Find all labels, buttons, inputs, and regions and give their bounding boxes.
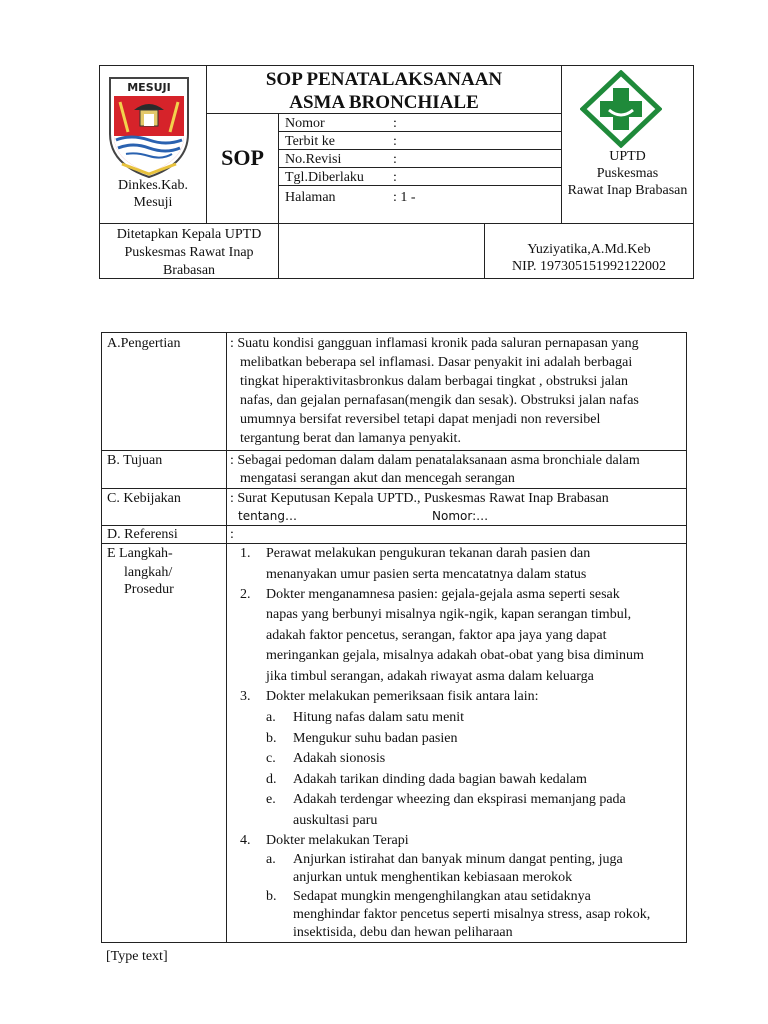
- meta-row-halaman: [285, 189, 416, 206]
- meta-value: :: [393, 152, 397, 167]
- label-kebijakan: C. Kebijakan: [107, 491, 181, 506]
- meta-value: :: [393, 170, 397, 185]
- label-langkah-1: E Langkah-: [107, 546, 173, 561]
- logo-left-caption-2: Mesuji: [133, 195, 173, 210]
- step-line: Perawat melakukan pengukuran tekanan darah pasien dan: [266, 546, 591, 561]
- approval-left-1: Ditetapkan Kepala UPTD: [116, 227, 262, 242]
- meta-row-terbit: [285, 133, 397, 150]
- substep-letter: b.: [266, 889, 277, 904]
- approval-left-3: Brabasan: [162, 263, 216, 278]
- substep-line: Adakah tarikan dinding dada bagian bawah kedalam: [293, 772, 587, 787]
- meta-row-tgl: [285, 169, 397, 186]
- pengertian-line: : Suatu kondisi gangguan inflamasi kronik pada saluran pernapasan yang: [230, 336, 639, 351]
- logo-left-caption-1: Dinkes.Kab.: [118, 178, 188, 193]
- pengertian-line: nafas, dan gejalan pernafasan(mengik dan sesak). Obstruksi jalan nafas: [240, 393, 639, 408]
- step-number: 1.: [240, 546, 251, 561]
- substep-line: insektisida, debu dan hewan peliharaan: [293, 925, 513, 940]
- puskesmas-logo: [580, 70, 662, 148]
- step-number: 2.: [240, 587, 251, 602]
- meta-value: :: [393, 116, 397, 131]
- substep-line: auskultasi paru: [293, 813, 378, 828]
- substep-line: Hitung nafas dalam satu menit: [293, 710, 465, 725]
- title-line-2: ASMA BRONCHIALE: [289, 92, 479, 113]
- label-referensi: D. Referensi: [107, 527, 178, 542]
- sop-label: SOP: [221, 145, 264, 170]
- pengertian-line: tergantung berat dan lamanya penyakit.: [240, 431, 461, 446]
- logo-right-caption-2: Puskesmas: [596, 166, 659, 181]
- meta-label: Halaman: [285, 190, 336, 205]
- substep-letter: e.: [266, 792, 276, 807]
- logo-right-caption-1: UPTD: [609, 149, 646, 164]
- label-langkah-2: langkah/: [124, 565, 173, 580]
- substep-letter: a.: [266, 710, 276, 725]
- substep-line: anjurkan untuk menghentikan kebiasaan merokok: [293, 870, 573, 885]
- step-number: 4.: [240, 833, 251, 848]
- approval-signer-nip: NIP. 197305151992122002: [511, 259, 666, 274]
- meta-label: Terbit ke: [285, 134, 335, 149]
- pengertian-line: umumnya bersifat reversibel tetapi dapat menjadi non reversibel: [240, 412, 601, 427]
- step-line: menanyakan umur pasien serta mencatatnya dalam status: [266, 567, 587, 582]
- substep-letter: d.: [266, 772, 277, 787]
- label-langkah-3: Prosedur: [124, 582, 174, 597]
- substep-letter: b.: [266, 731, 277, 746]
- meta-value: :: [393, 134, 397, 149]
- step-line: napas yang berbunyi misalnya ngik-ngik, kapan serangan timbul,: [266, 607, 632, 622]
- meta-value: : 1 -: [393, 190, 416, 205]
- step-line: meringankan gejala, misalnya adakah obat-obat yang bisa diminum: [266, 648, 644, 663]
- step-line: Dokter melakukan pemeriksaan fisik antara lain:: [266, 689, 539, 704]
- approval-signer-name: Yuziyatika,A.Md.Keb: [527, 242, 651, 257]
- label-pengertian: A.Pengertian: [107, 336, 181, 351]
- substep-line: Anjurkan istirahat dan banyak minum dangat penting, juga: [293, 852, 623, 867]
- substep-line: menghindar faktor pencetus seperti misalnya stress, asap rokok,: [293, 907, 651, 922]
- logo-left-text: MESUJI: [127, 81, 171, 94]
- step-line: jika timbul serangan, adakah riwayat asma dalam keluarga: [266, 669, 594, 684]
- step-number: 3.: [240, 689, 251, 704]
- referensi-value: :: [230, 527, 234, 542]
- tujuan-line: : Sebagai pedoman dalam dalam penatalaksanaan asma bronchiale dalam: [230, 453, 640, 468]
- footer-placeholder-text: [Type text]: [106, 949, 168, 964]
- pengertian-line: melibatkan beberapa sel inflamasi. Dasar penyakit ini adalah berbagai: [240, 355, 633, 370]
- label-tujuan: B. Tujuan: [107, 453, 163, 468]
- meta-row-nomor: [285, 115, 397, 132]
- substep-letter: c.: [266, 751, 276, 766]
- logo-right-caption-3: Rawat Inap Brabasan: [567, 183, 688, 198]
- substep-line: Adakah terdengar wheezing dan ekspirasi memanjang pada: [293, 792, 626, 807]
- kebijakan-line: : Surat Keputusan Kepala UPTD., Puskesmas Rawat Inap Brabasan: [230, 491, 609, 506]
- kebijakan-tentang: tentang…: [238, 509, 297, 523]
- mesuji-crest-logo: [106, 74, 192, 180]
- substep-line: Sedapat mungkin mengenghilangkan atau setidaknya: [293, 889, 591, 904]
- substep-line: Mengukur suhu badan pasien: [293, 731, 458, 746]
- step-line: Dokter menganamnesa pasien: gejala-gejala asma seperti sesak: [266, 587, 620, 602]
- meta-row-revisi: [285, 151, 397, 168]
- step-line: adakah faktor pencetus, serangan, faktor apa jaya yang dapat: [266, 628, 607, 643]
- meta-label: Nomor: [285, 116, 325, 131]
- title-line-1: SOP PENATALAKSANAAN: [265, 69, 503, 90]
- meta-label: No.Revisi: [285, 152, 342, 167]
- approval-left-2: Puskesmas Rawat Inap: [124, 245, 254, 260]
- document-title: [207, 68, 561, 114]
- kebijakan-nomor: Nomor:…: [432, 509, 489, 523]
- substep-letter: a.: [266, 852, 276, 867]
- tujuan-line: mengatasi serangan akut dan mencegah serangan: [240, 471, 515, 486]
- step-line: Dokter melakukan Terapi: [266, 833, 409, 848]
- pengertian-line: tingkat hiperaktivitasbronkus dalam berbagai tingkat , obstruksi jalan: [240, 374, 629, 389]
- substep-line: Adakah sionosis: [293, 751, 386, 766]
- meta-label: Tgl.Diberlaku: [285, 170, 364, 185]
